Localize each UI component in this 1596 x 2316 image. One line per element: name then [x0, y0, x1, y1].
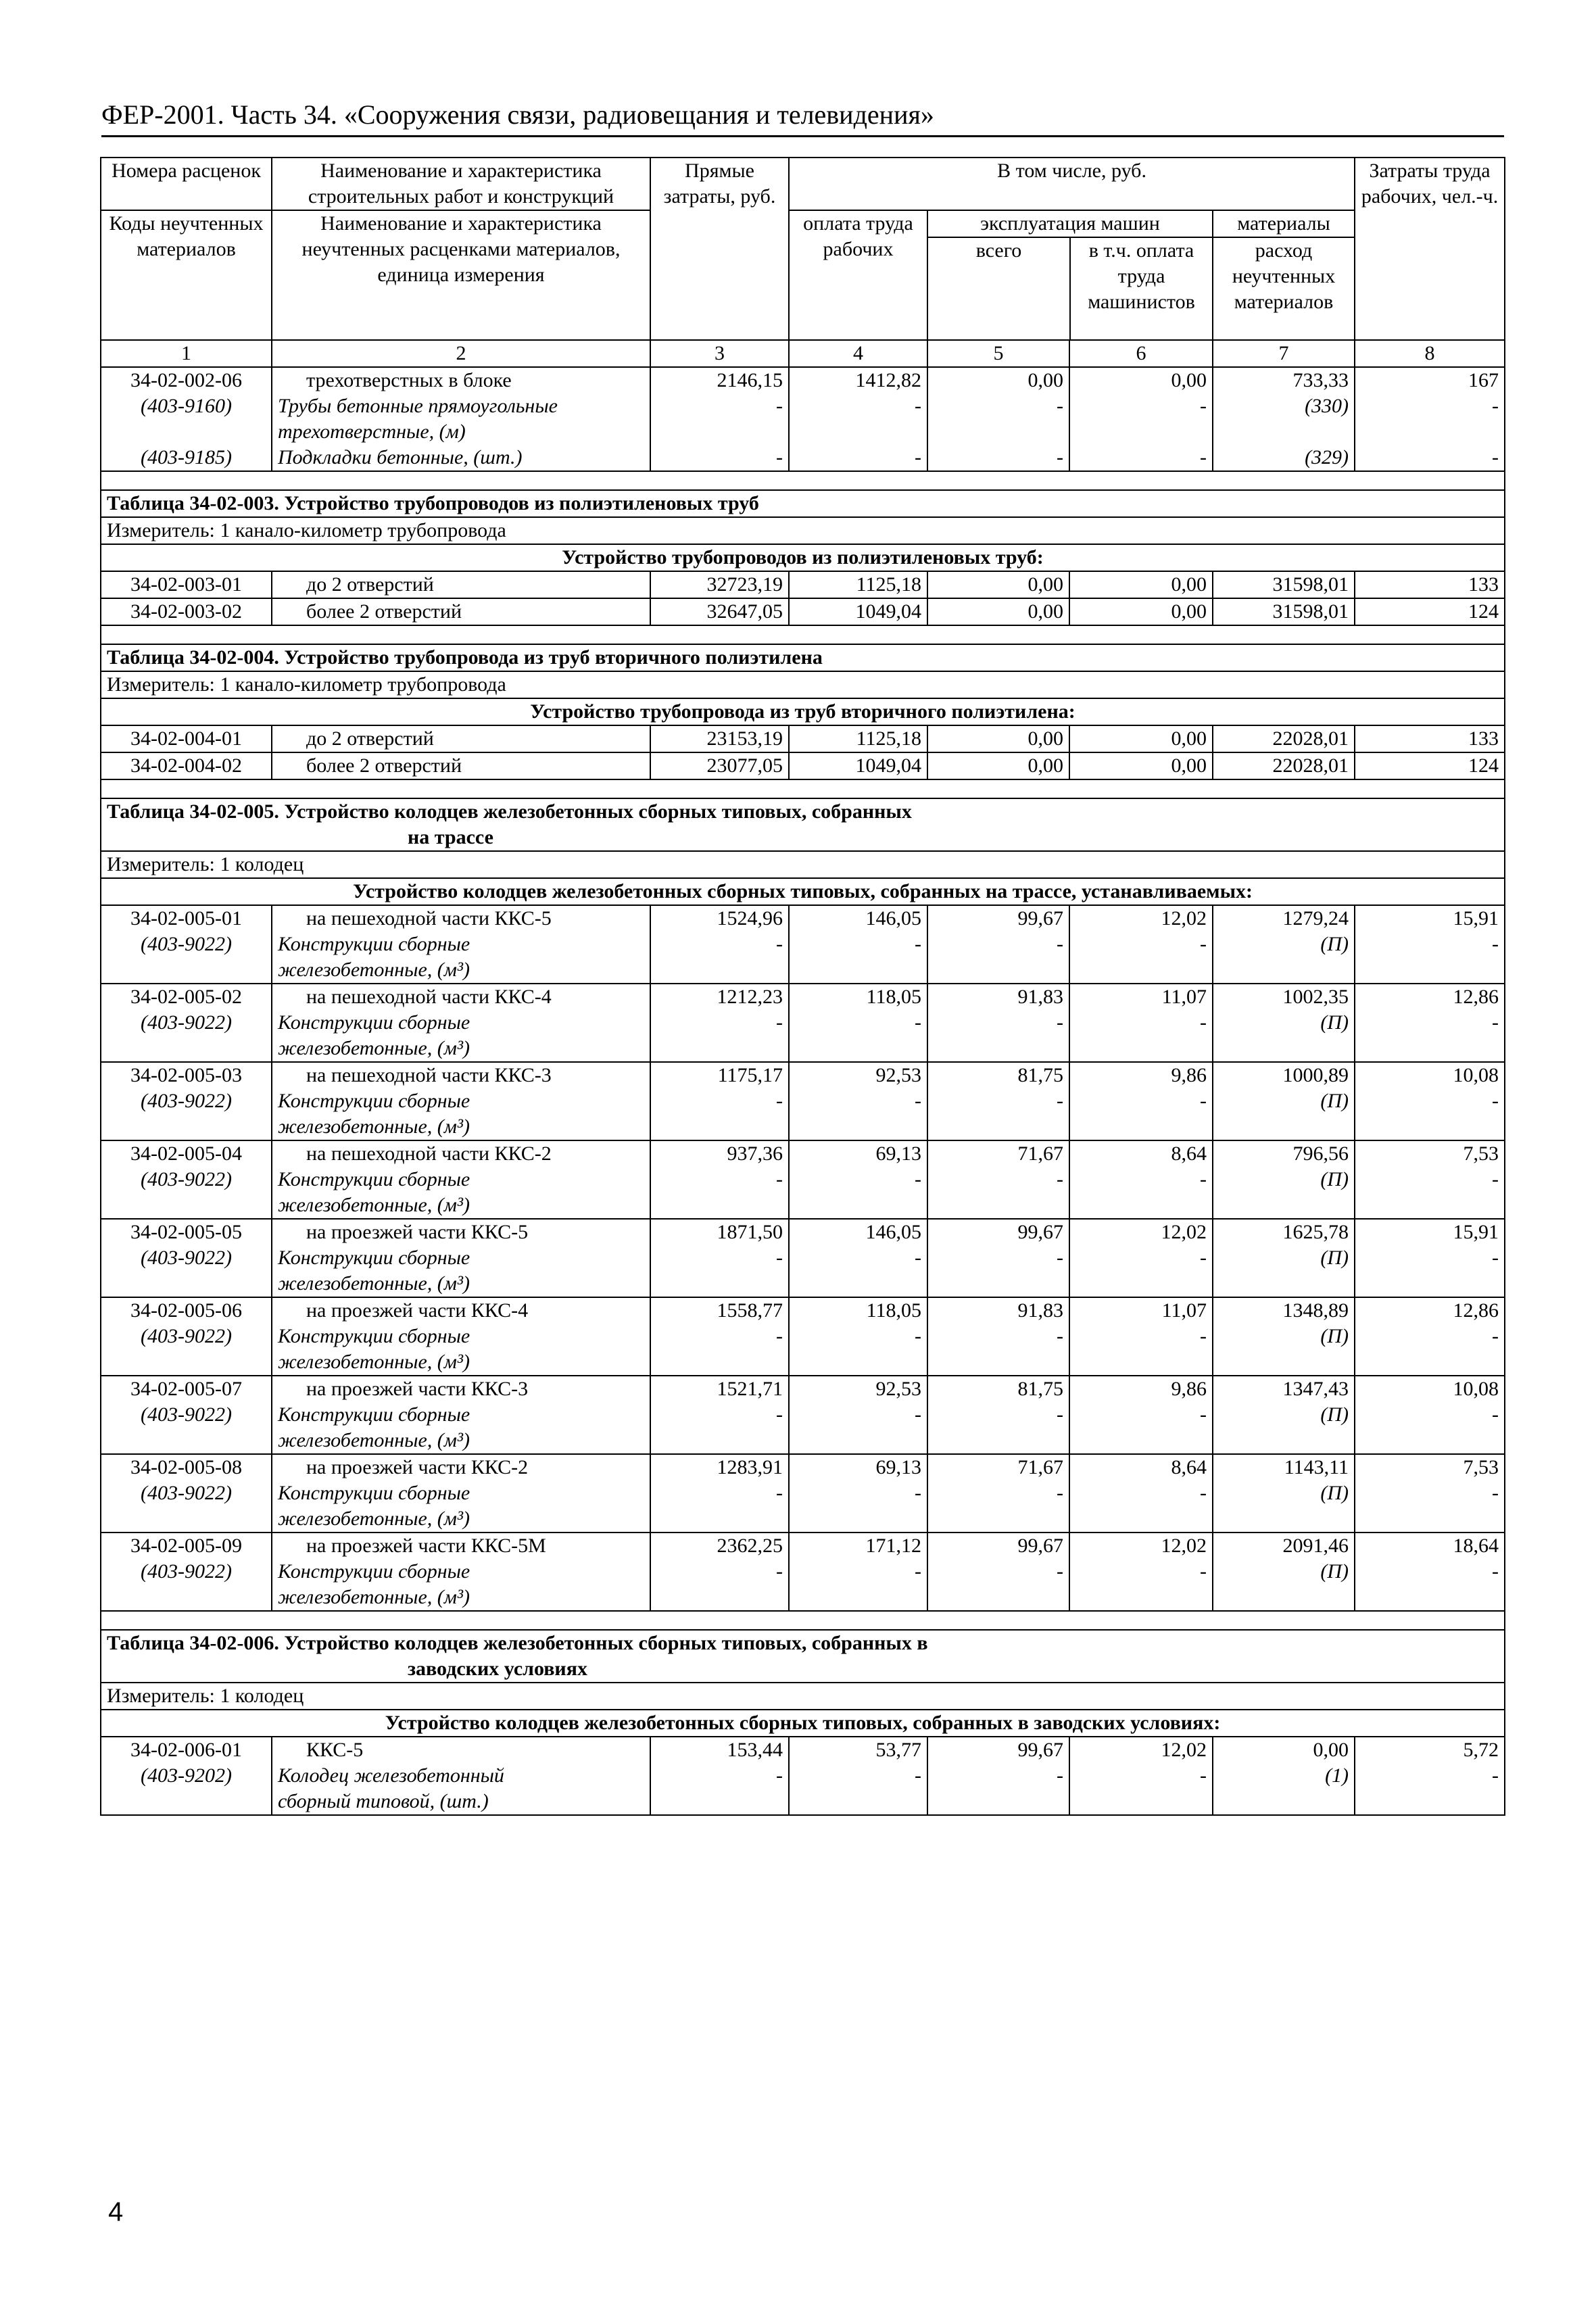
header-incl: В том числе, руб. — [789, 158, 1355, 210]
machines-total: 81,75 — [927, 1376, 1069, 1402]
material-name-line1: Конструкции сборные — [278, 1482, 470, 1504]
dash: - — [789, 1167, 927, 1219]
material-name — [272, 1402, 650, 1454]
machines-total: 99,67 — [927, 905, 1069, 932]
materials-cost: 1279,24 — [1213, 905, 1355, 932]
dash: - — [1355, 1010, 1505, 1062]
materials-cost: 796,56 — [1213, 1140, 1355, 1167]
machines-total: 0,00 — [927, 367, 1069, 393]
labor-pay: 171,12 — [789, 1533, 927, 1559]
material-name: Подкладки бетонные, (шт.) — [272, 445, 650, 471]
dash: - — [650, 445, 789, 471]
materials-cost: 1000,89 — [1213, 1062, 1355, 1088]
dash: - — [789, 445, 927, 471]
subsection-title: Устройство трубопровода из труб вторичного полиэтилена: — [101, 698, 1505, 725]
material-qty: (П) — [1213, 1245, 1355, 1297]
direct-cost: 32647,05 — [650, 598, 789, 625]
col-number: 7 — [1213, 340, 1355, 367]
material-code: (403-9022) — [101, 932, 272, 984]
labor-hours: 15,91 — [1355, 1219, 1505, 1245]
labor-pay: 146,05 — [789, 1219, 927, 1245]
materials-cost: 22028,01 — [1213, 725, 1355, 752]
material-qty: (П) — [1213, 1167, 1355, 1219]
rate-name: более 2 отверстий — [272, 752, 650, 779]
material-name — [272, 932, 650, 984]
rate-code: 34-02-005-02 — [101, 984, 272, 1010]
dash: - — [650, 1763, 789, 1815]
dash: - — [1069, 393, 1213, 445]
rate-name: трехотверстных в блоке — [272, 367, 650, 393]
material-name-line1: Конструкции сборные — [278, 1247, 470, 1269]
direct-cost: 1524,96 — [650, 905, 789, 932]
material-qty: (1) — [1213, 1763, 1355, 1815]
labor-hours: 124 — [1355, 752, 1505, 779]
labor-pay: 118,05 — [789, 1297, 927, 1324]
material-name — [272, 1088, 650, 1140]
machines-total: 91,83 — [927, 1297, 1069, 1324]
machinists-pay: 12,02 — [1069, 1533, 1213, 1559]
materials-cost: 31598,01 — [1213, 571, 1355, 598]
col-number: 6 — [1069, 340, 1213, 367]
document-title: ФЕР-2001. Часть 34. «Сооружения связи, радиовещания и телевидения» — [101, 99, 934, 130]
table-title-line2: заводских условиях — [408, 1658, 587, 1680]
dash: - — [927, 445, 1069, 471]
direct-cost: 937,36 — [650, 1140, 789, 1167]
material-code: (403-9185) — [101, 445, 272, 471]
material-name-line1: Конструкции сборные — [278, 1403, 470, 1426]
subsection-title: Устройство колодцев железобетонных сборных типовых, собранных в заводских условиях: — [101, 1710, 1505, 1737]
machinists-pay: 9,86 — [1069, 1062, 1213, 1088]
rate-code: 34-02-005-08 — [101, 1454, 272, 1480]
page-header — [101, 99, 1504, 137]
rate-code: 34-02-005-05 — [101, 1219, 272, 1245]
labor-hours: 133 — [1355, 571, 1505, 598]
table-measure: Измеритель: 1 колодец — [101, 1683, 1505, 1710]
dash: - — [1355, 1763, 1505, 1815]
labor-hours: 7,53 — [1355, 1454, 1505, 1480]
machinists-pay: 12,02 — [1069, 1737, 1213, 1763]
header-col2-top: Наименование и характеристика строительных работ и конструкций — [272, 158, 650, 210]
header-col8: Затраты труда рабочих, чел.-ч. — [1355, 158, 1505, 340]
material-name-line1: Конструкции сборные — [278, 1325, 470, 1347]
rate-name: до 2 отверстий — [272, 725, 650, 752]
rate-code: 34-02-005-01 — [101, 905, 272, 932]
material-name-line2: железобетонные, (м³) — [278, 1351, 470, 1373]
dash: - — [1355, 1402, 1505, 1454]
rate-name: на пешеходной части ККС-5 — [272, 905, 650, 932]
dash: - — [789, 1763, 927, 1815]
material-code: (403-9202) — [101, 1763, 272, 1815]
table-title-line2: на трассе — [408, 826, 493, 848]
dash: - — [650, 393, 789, 445]
dash: - — [650, 932, 789, 984]
material-name — [272, 1480, 650, 1533]
rate-name: на проезжей части ККС-3 — [272, 1376, 650, 1402]
header-rule — [101, 135, 1504, 137]
direct-cost: 23153,19 — [650, 725, 789, 752]
table-measure: Измеритель: 1 канало-километр трубопровода — [101, 671, 1505, 698]
header-col2-bottom: Наименование и характеристика неучтенных расценками материалов, единица измерения — [272, 210, 650, 340]
dash: - — [1069, 1167, 1213, 1219]
dash: - — [1069, 1245, 1213, 1297]
dash: - — [650, 1088, 789, 1140]
col-number: 4 — [789, 340, 927, 367]
labor-hours: 18,64 — [1355, 1533, 1505, 1559]
rate-code: 34-02-003-02 — [101, 598, 272, 625]
direct-cost: 1871,50 — [650, 1219, 789, 1245]
labor-hours: 167 — [1355, 367, 1505, 393]
material-name-line2: железобетонные, (м³) — [278, 1115, 470, 1138]
labor-pay: 118,05 — [789, 984, 927, 1010]
machinists-pay: 0,00 — [1069, 752, 1213, 779]
direct-cost: 1175,17 — [650, 1062, 789, 1088]
rate-name: на проезжей части ККС-2 — [272, 1454, 650, 1480]
rate-name: на пешеходной части ККС-3 — [272, 1062, 650, 1088]
materials-cost: 2091,46 — [1213, 1533, 1355, 1559]
page-number: 4 — [108, 2197, 124, 2227]
material-qty: (П) — [1213, 932, 1355, 984]
machines-total: 71,67 — [927, 1140, 1069, 1167]
material-qty: (П) — [1213, 1559, 1355, 1611]
rate-name: на проезжей части ККС-5 — [272, 1219, 650, 1245]
dash: - — [789, 393, 927, 445]
dash: - — [789, 1010, 927, 1062]
material-name — [272, 1245, 650, 1297]
material-name-line1: Конструкции сборные — [278, 933, 470, 955]
machines-total: 99,67 — [927, 1533, 1069, 1559]
labor-hours: 7,53 — [1355, 1140, 1505, 1167]
machines-total: 99,67 — [927, 1737, 1069, 1763]
material-name-line1: Конструкции сборные — [278, 1560, 470, 1583]
material-code: (403-9022) — [101, 1167, 272, 1219]
machines-total: 0,00 — [927, 598, 1069, 625]
material-qty: (329) — [1213, 445, 1355, 471]
material-qty: (П) — [1213, 1402, 1355, 1454]
dash: - — [1355, 1324, 1505, 1376]
header-col1-bottom: Коды неучтенных материалов — [101, 210, 272, 340]
direct-cost: 1212,23 — [650, 984, 789, 1010]
col-number: 1 — [101, 340, 272, 367]
material-name-line2: железобетонные, (м³) — [278, 1037, 470, 1059]
dash: - — [789, 1402, 927, 1454]
labor-hours: 10,08 — [1355, 1376, 1505, 1402]
materials-cost: 31598,01 — [1213, 598, 1355, 625]
machinists-pay: 12,02 — [1069, 905, 1213, 932]
table-measure: Измеритель: 1 колодец — [101, 851, 1505, 878]
labor-pay: 92,53 — [789, 1376, 927, 1402]
header-col6: в т.ч. оплата труда машинистов — [1070, 237, 1212, 339]
material-code: (403-9022) — [101, 1245, 272, 1297]
direct-cost: 2362,25 — [650, 1533, 789, 1559]
machinists-pay: 8,64 — [1069, 1454, 1213, 1480]
material-name — [272, 1010, 650, 1062]
materials-cost: 733,33 — [1213, 367, 1355, 393]
dash: - — [927, 932, 1069, 984]
rate-code: 34-02-005-04 — [101, 1140, 272, 1167]
col-number: 8 — [1355, 340, 1505, 367]
material-name-line2: железобетонные, (м³) — [278, 1272, 470, 1295]
labor-pay: 1412,82 — [789, 367, 927, 393]
material-name-line2: железобетонные, (м³) — [278, 959, 470, 981]
rate-name: ККС-5 — [272, 1737, 650, 1763]
dash: - — [1355, 1480, 1505, 1533]
material-name-line1: Конструкции сборные — [278, 1090, 470, 1112]
direct-cost: 32723,19 — [650, 571, 789, 598]
material-code: (403-9022) — [101, 1088, 272, 1140]
direct-cost: 1558,77 — [650, 1297, 789, 1324]
material-name-line2: железобетонные, (м³) — [278, 1507, 470, 1530]
materials-cost: 1625,78 — [1213, 1219, 1355, 1245]
material-code: (403-9022) — [101, 1480, 272, 1533]
dash: - — [1355, 1559, 1505, 1611]
machinists-pay: 9,86 — [1069, 1376, 1213, 1402]
header-machines: эксплуатация машин — [928, 211, 1212, 237]
machines-total: 0,00 — [927, 571, 1069, 598]
materials-cost: 1348,89 — [1213, 1297, 1355, 1324]
dash: - — [1355, 1245, 1505, 1297]
dash: - — [1069, 1088, 1213, 1140]
material-name: Трубы бетонные прямоугольные трехотверстные, (м) — [272, 393, 650, 445]
machines-total: 81,75 — [927, 1062, 1069, 1088]
table-title-line1: Таблица 34-02-005. Устройство колодцев железобетонных сборных типовых, собранных — [107, 800, 912, 823]
table-title — [101, 1630, 1505, 1683]
material-name-line2: сборный типовой, (шт.) — [278, 1790, 489, 1812]
header-materials: материалы — [1213, 211, 1354, 237]
dash: - — [1355, 932, 1505, 984]
material-name-line1: Конструкции сборные — [278, 1011, 470, 1034]
rate-code: 34-02-006-01 — [101, 1737, 272, 1763]
material-name — [272, 1324, 650, 1376]
material-qty: (П) — [1213, 1324, 1355, 1376]
labor-pay: 1125,18 — [789, 571, 927, 598]
labor-hours: 12,86 — [1355, 1297, 1505, 1324]
machinists-pay: 8,64 — [1069, 1140, 1213, 1167]
dash: - — [1069, 445, 1213, 471]
labor-hours: 10,08 — [1355, 1062, 1505, 1088]
machines-total: 91,83 — [927, 984, 1069, 1010]
dash: - — [650, 1010, 789, 1062]
machines-total: 0,00 — [927, 752, 1069, 779]
rate-code: 34-02-004-01 — [101, 725, 272, 752]
material-name-line2: железобетонные, (м³) — [278, 1194, 470, 1216]
labor-hours: 12,86 — [1355, 984, 1505, 1010]
dash: - — [789, 932, 927, 984]
rate-code: 34-02-005-03 — [101, 1062, 272, 1088]
direct-cost: 1521,71 — [650, 1376, 789, 1402]
machinists-pay: 12,02 — [1069, 1219, 1213, 1245]
table-title: Таблица 34-02-004. Устройство трубопровода из труб вторичного полиэтилена — [101, 644, 1505, 671]
header-col4: оплата труда рабочих — [789, 210, 927, 340]
col-number: 5 — [927, 340, 1069, 367]
dash: - — [789, 1480, 927, 1533]
material-code: (403-9022) — [101, 1559, 272, 1611]
dash: - — [1069, 1763, 1213, 1815]
header-col7: расход неучтенных материалов — [1232, 239, 1336, 313]
rate-code: 34-02-002-06 — [101, 367, 272, 393]
dash: - — [1355, 445, 1505, 471]
material-name-line2: железобетонные, (м³) — [278, 1586, 470, 1608]
material-qty: (330) — [1213, 393, 1355, 445]
dash: - — [927, 1324, 1069, 1376]
material-code: (403-9022) — [101, 1324, 272, 1376]
header-col3: Прямые затраты, руб. — [650, 158, 789, 340]
dash: - — [650, 1167, 789, 1219]
materials-cost: 1143,11 — [1213, 1454, 1355, 1480]
direct-cost: 153,44 — [650, 1737, 789, 1763]
labor-pay: 1125,18 — [789, 725, 927, 752]
rate-name: на проезжей части ККС-5М — [272, 1533, 650, 1559]
labor-pay: 53,77 — [789, 1737, 927, 1763]
dash: - — [650, 1480, 789, 1533]
machines-total: 99,67 — [927, 1219, 1069, 1245]
table-title: Таблица 34-02-003. Устройство трубопроводов из полиэтиленовых труб — [101, 490, 1505, 517]
rate-name: до 2 отверстий — [272, 571, 650, 598]
material-name-line2: железобетонные, (м³) — [278, 1429, 470, 1451]
dash: - — [927, 1010, 1069, 1062]
direct-cost: 2146,15 — [650, 367, 789, 393]
labor-hours: 5,72 — [1355, 1737, 1505, 1763]
labor-hours: 124 — [1355, 598, 1505, 625]
materials-cost: 1347,43 — [1213, 1376, 1355, 1402]
dash: - — [927, 1088, 1069, 1140]
labor-pay: 1049,04 — [789, 598, 927, 625]
rate-name: более 2 отверстий — [272, 598, 650, 625]
dash: - — [927, 1480, 1069, 1533]
machinists-pay: 0,00 — [1069, 598, 1213, 625]
dash: - — [1355, 393, 1505, 445]
rate-code: 34-02-005-07 — [101, 1376, 272, 1402]
direct-cost: 23077,05 — [650, 752, 789, 779]
rates-table — [100, 157, 1505, 1816]
dash: - — [927, 1167, 1069, 1219]
labor-pay: 146,05 — [789, 905, 927, 932]
material-name-line1: Конструкции сборные — [278, 1168, 470, 1190]
dash: - — [927, 1763, 1069, 1815]
machinists-pay: 0,00 — [1069, 367, 1213, 393]
dash: - — [1069, 1402, 1213, 1454]
dash: - — [650, 1402, 789, 1454]
material-qty: (П) — [1213, 1480, 1355, 1533]
dash: - — [1069, 932, 1213, 984]
machinists-pay: 11,07 — [1069, 984, 1213, 1010]
machines-total: 71,67 — [927, 1454, 1069, 1480]
material-code: (403-9022) — [101, 1010, 272, 1062]
dash: - — [650, 1324, 789, 1376]
direct-cost: 1283,91 — [650, 1454, 789, 1480]
rate-code: 34-02-004-02 — [101, 752, 272, 779]
header-col5: всего — [928, 237, 1070, 339]
dash: - — [1069, 1559, 1213, 1611]
dash: - — [1069, 1324, 1213, 1376]
rate-name: на проезжей части ККС-4 — [272, 1297, 650, 1324]
labor-pay: 69,13 — [789, 1454, 927, 1480]
machinists-pay: 0,00 — [1069, 725, 1213, 752]
subsection-title: Устройство колодцев железобетонных сборных типовых, собранных на трассе, устанавливаемых: — [101, 878, 1505, 905]
col-number: 2 — [272, 340, 650, 367]
rate-code: 34-02-003-01 — [101, 571, 272, 598]
rate-name: на пешеходной части ККС-4 — [272, 984, 650, 1010]
subsection-title: Устройство трубопроводов из полиэтиленовых труб: — [101, 544, 1505, 571]
material-qty: (П) — [1213, 1088, 1355, 1140]
table-measure: Измеритель: 1 канало-километр трубопровода — [101, 517, 1505, 544]
table-title — [101, 798, 1505, 851]
labor-pay: 1049,04 — [789, 752, 927, 779]
materials-cost: 22028,01 — [1213, 752, 1355, 779]
rate-code: 34-02-005-09 — [101, 1533, 272, 1559]
dash: - — [1069, 1010, 1213, 1062]
machines-total: 0,00 — [927, 725, 1069, 752]
dash: - — [789, 1559, 927, 1611]
material-name — [272, 1763, 650, 1815]
dash: - — [927, 393, 1069, 445]
rate-name: на пешеходной части ККС-2 — [272, 1140, 650, 1167]
col-number: 3 — [650, 340, 789, 367]
materials-cost: 1002,35 — [1213, 984, 1355, 1010]
machinists-pay: 11,07 — [1069, 1297, 1213, 1324]
dash: - — [1355, 1167, 1505, 1219]
dash: - — [789, 1245, 927, 1297]
dash: - — [650, 1559, 789, 1611]
materials-cost: 0,00 — [1213, 1737, 1355, 1763]
rate-code: 34-02-005-06 — [101, 1297, 272, 1324]
dash: - — [927, 1402, 1069, 1454]
machinists-pay: 0,00 — [1069, 571, 1213, 598]
material-code: (403-9022) — [101, 1402, 272, 1454]
dash: - — [927, 1245, 1069, 1297]
dash: - — [789, 1324, 927, 1376]
material-name — [272, 1167, 650, 1219]
labor-hours: 133 — [1355, 725, 1505, 752]
labor-hours: 15,91 — [1355, 905, 1505, 932]
dash: - — [1069, 1480, 1213, 1533]
material-name — [272, 1559, 650, 1611]
table-title-line1: Таблица 34-02-006. Устройство колодцев железобетонных сборных типовых, собранных в — [107, 1632, 928, 1654]
material-name-line1: Колодец железобетонный — [278, 1764, 504, 1787]
material-qty: (П) — [1213, 1010, 1355, 1062]
material-code: (403-9160) — [101, 393, 272, 445]
labor-pay: 92,53 — [789, 1062, 927, 1088]
dash: - — [927, 1559, 1069, 1611]
dash: - — [650, 1245, 789, 1297]
dash: - — [789, 1088, 927, 1140]
labor-pay: 69,13 — [789, 1140, 927, 1167]
dash: - — [1355, 1088, 1505, 1140]
header-col1-top: Номера расценок — [101, 158, 272, 210]
